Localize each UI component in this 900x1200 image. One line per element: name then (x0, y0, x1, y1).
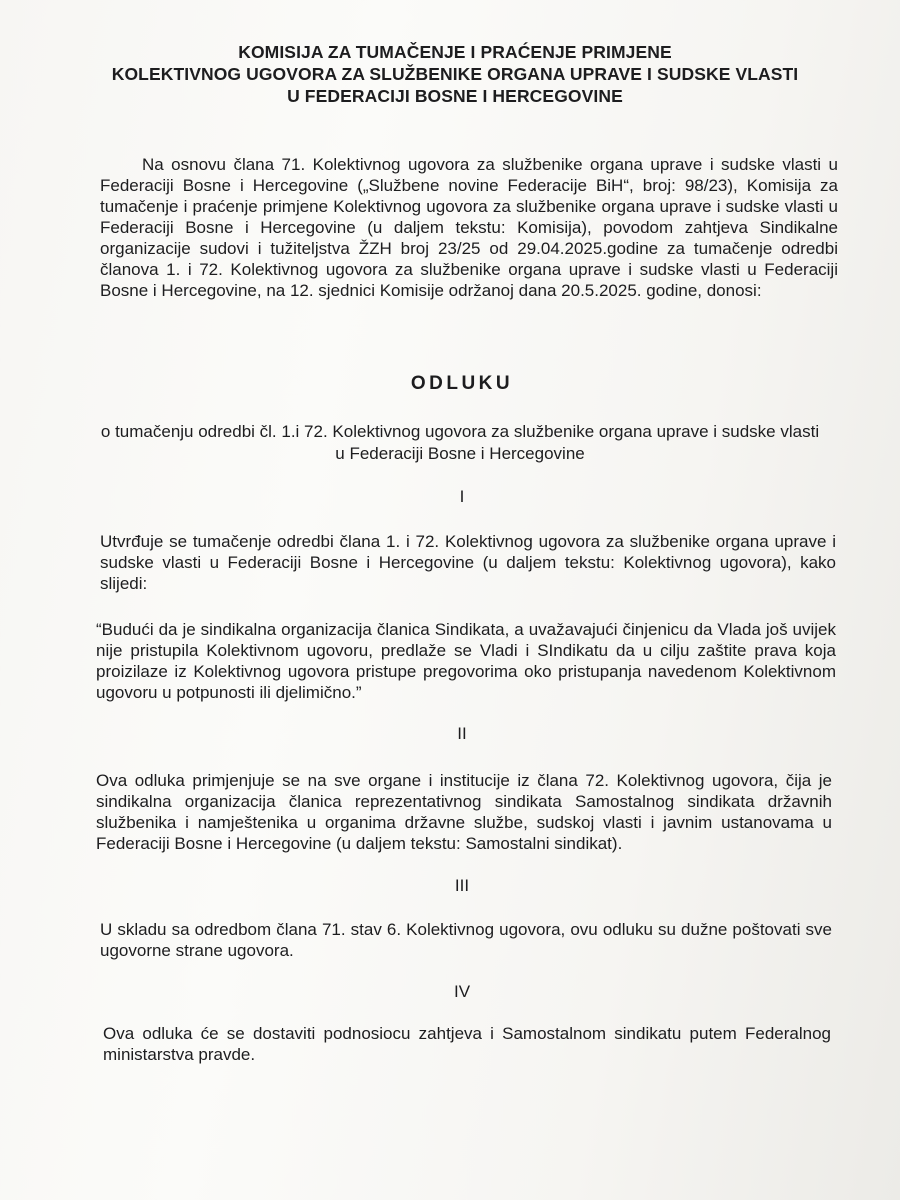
section-1-quote: “Budući da je sindikalna organizacija članica Sindikata, a uvažavajući činjenicu da Vlada još uvijek nije pristupila Kolektivnom ugovoru, predlaže se Vladi i SIndikatu da u cilju zaštite prava koja proizilaze iz Kolektivnog ugovora pristupe pregovorima oko pristupanja navedenom Kolektivnom ugovoru u potpunosti ili djelimično.” (96, 620, 836, 702)
section-3-text: U skladu sa odredbom člana 71. stav 6. Kolektivnog ugovora, ovu odluku su dužne poštovati sve ugovorne strane ugovora. (100, 920, 832, 960)
section-1-text: Utvrđuje se tumačenje odredbi člana 1. i 72. Kolektivnog ugovora za službenike organa uprave i sudske vlasti u Federaciji Bosne i Hercegovine (u daljem tekstu: Kolektivnog ugovora), kako slijedi: (100, 532, 836, 593)
section-number-3: III (454, 876, 470, 895)
decision-subtitle: o tumačenju odredbi čl. 1.i 72. Kolektivnog ugovora za službenike organa uprave i sudske vlasti u Federaciji Bosne i Hercegovine (100, 422, 820, 463)
intro-paragraph: Na osnovu člana 71. Kolektivnog ugovora za službenike organa uprave i sudske vlasti u Federaciji Bosne i Hercegovine („Službene novine Federacije BiH“, broj: 98/23), Komisija za tumačenje i praćenje primjene Kolektivnog ugovora za službenike organa uprave i sudske vlasti u Federaciji Bosne i Hercegovine (u daljem tekstu: Komisija), povodom zahtjeva Sindikalne organizacije sudovi i tužiteljstva ŽZH broj 23/25 od 29.04.2025.godine za tumačenje odredbi članova 1. i 72. Kolektivnog ugovora za službenike organa uprave i sudske vlasti u Federaciji Bosne i Hercegovine, na 12. sjednici Komisije održanoj dana 20.5.2025. godine, donosi: (100, 155, 838, 300)
header-line-3: U FEDERACIJI BOSNE I HERCEGOVINE (287, 86, 623, 106)
section-4-text: Ova odluka će se dostaviti podnosiocu zahtjeva i Samostalnom sindikatu putem Federalnog ministarstva pravde. (103, 1024, 831, 1064)
section-number-2: II (457, 724, 467, 743)
header-line-2: KOLEKTIVNOG UGOVORA ZA SLUŽBENIKE ORGANA UPRAVE I SUDSKE VLASTI (111, 64, 799, 84)
section-2-text: Ova odluka primjenjuje se na sve organe i institucije iz člana 72. Kolektivnog ugovora, čija je sindikalna organizacija članica reprezentativnog sindikata Samostalnog sindikata državnih službenika i namještenika u organima državne službe, sudskoj vlasti i javnim ustanovama u Federaciji Bosne i Hercegovine (u daljem tekstu: Samostalni sindikat). (96, 771, 832, 853)
decision-title: ODLUKU (410, 373, 514, 394)
document-header (60, 41, 850, 107)
section-number-1: I (459, 487, 465, 506)
header-line-1: KOMISIJA ZA TUMAČENJE I PRAĆENJE PRIMJENE (238, 42, 672, 62)
section-number-4: IV (453, 982, 471, 1001)
